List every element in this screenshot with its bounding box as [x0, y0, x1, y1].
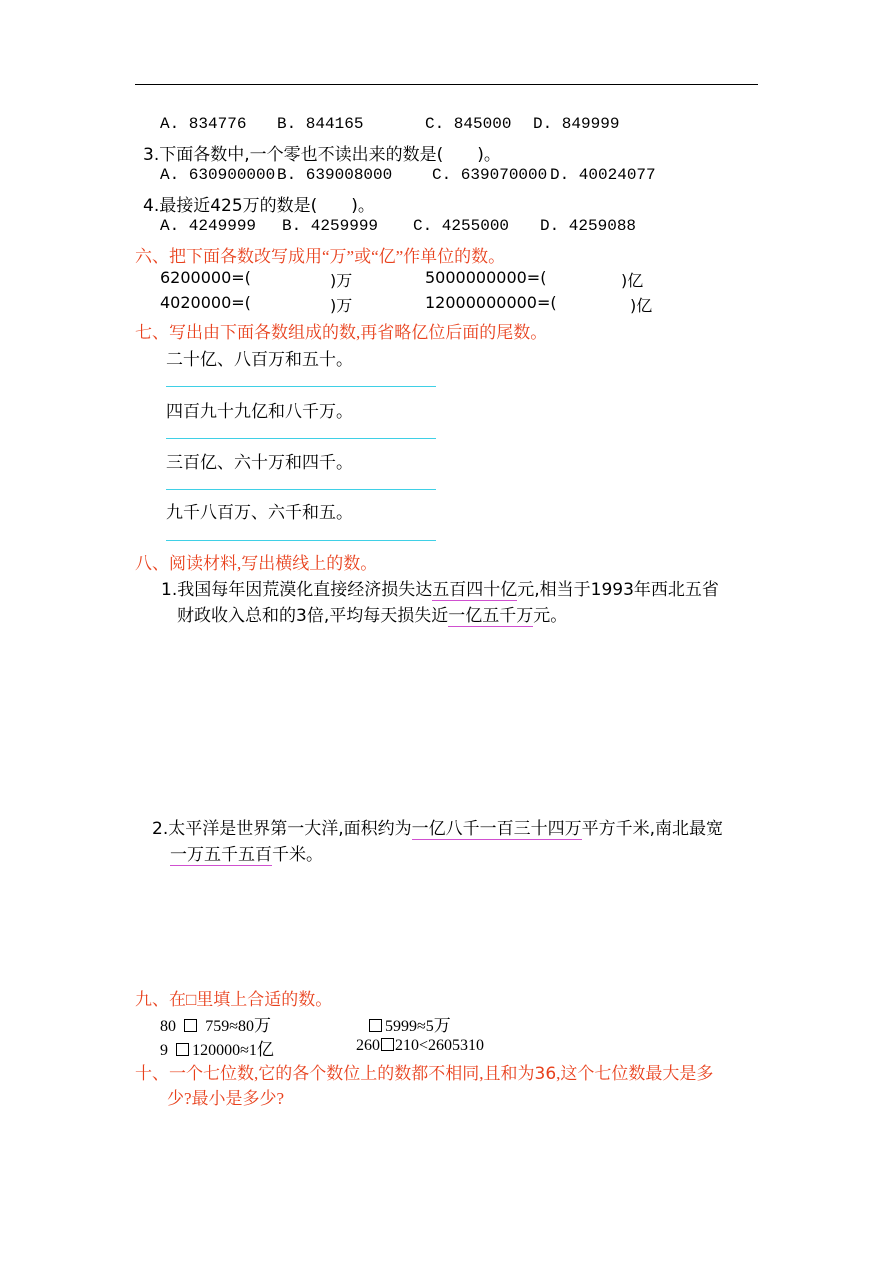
sec6-item2-right: )亿	[621, 271, 644, 290]
sec8-paragraph-2-line-2	[170, 840, 323, 865]
q2-option-d: D. 849999	[533, 115, 620, 133]
sec8-paragraph-1-line-1	[161, 575, 719, 600]
sec7-item-4: 九千八百万、六千和五。	[166, 503, 353, 523]
blank-box-3[interactable]	[176, 1043, 189, 1056]
p2-text-a: 2.太平洋是世界第一大洋,面积约为	[152, 819, 412, 839]
q4-option-d: D. 4259088	[540, 217, 637, 235]
q3-option-c: C. 639070000	[432, 166, 548, 184]
p1-text-d: 元。	[533, 606, 568, 626]
section-10-line-2: 少?最小是多少?	[167, 1089, 285, 1108]
sec6-item3-left: 4020000=(	[160, 293, 251, 312]
q2-option-c: C. 845000	[425, 115, 512, 133]
sec7-item-1: 二十亿、八百万和五十。	[166, 350, 353, 370]
r2a-post: 120000≈1	[192, 1042, 257, 1059]
p1-text-b: 元,相当于1993年西北五省	[517, 580, 719, 600]
r2b-pre: 260	[356, 1037, 380, 1054]
section-9-title: 九、在□里填上合适的数。	[135, 990, 333, 1009]
p1-text-c: 财政收入总和的3倍,平均每天损失近	[177, 606, 449, 626]
sec10-text-a: 十、一个七位数,它的各个数位上的数都不相同,且和为	[135, 1064, 535, 1083]
sec10-text-b: ,这个七位数最大是多	[556, 1064, 714, 1083]
sec6-item3-right: )万	[330, 296, 353, 315]
p1-underlined-1: 五百四十亿	[432, 580, 518, 600]
p1-underlined-2: 一亿五千万	[448, 606, 534, 626]
q4-option-c: C. 4255000	[413, 217, 510, 235]
blank-box-2[interactable]	[369, 1019, 382, 1032]
sec8-paragraph-2-line-1	[152, 814, 723, 839]
section-8-title: 八、阅读材料,写出横线上的数。	[135, 554, 378, 573]
answer-line-2	[166, 438, 436, 439]
r1b-unit: 万	[433, 1016, 451, 1036]
answer-line-3	[166, 489, 436, 490]
blank-box-1[interactable]	[184, 1019, 197, 1032]
sec9-row2-item2	[356, 1035, 484, 1055]
r2b-post: 210<2605310	[395, 1037, 485, 1054]
q4-option-b: B. 4259999	[282, 217, 379, 235]
header-rule	[135, 84, 758, 85]
section-7-title: 七、写出由下面各数组成的数,再省略亿位后面的尾数。	[135, 323, 548, 342]
sec6-item2-left: 5000000000=(	[425, 268, 547, 287]
sec9-row1-item2	[369, 1011, 451, 1036]
sec9-row1-item1	[160, 1011, 271, 1036]
r1b-post: 5999≈5	[385, 1018, 434, 1035]
answer-line-4	[166, 540, 436, 541]
sec9-row2-item1	[160, 1035, 274, 1060]
q4-stem: 4.最接近425万的数是( )。	[143, 196, 375, 216]
sec6-item4-right: )亿	[630, 296, 653, 315]
sec7-item-2: 四百九十九亿和八千万。	[166, 402, 353, 422]
q3-option-d: D. 40024077	[550, 166, 656, 184]
p2-underlined-2: 一万五千五百	[170, 845, 272, 865]
answer-line-1	[166, 386, 436, 387]
p1-text-a: 1.我国每年因荒漠化直接经济损失达	[161, 580, 433, 600]
q3-option-a: A. 630900000	[160, 166, 276, 184]
q4-option-a: A. 4249999	[160, 217, 257, 235]
section-10-line-1	[135, 1059, 713, 1084]
r2a-pre: 9	[160, 1042, 168, 1059]
sec6-item1-left: 6200000=(	[160, 268, 251, 287]
p2-text-c: 千米。	[272, 845, 323, 865]
p2-underlined-1: 一亿八千一百三十四万	[411, 819, 582, 839]
r1a-unit: 万	[253, 1016, 271, 1036]
r1a-post: 759≈80	[205, 1018, 254, 1035]
q3-option-b: B. 639008000	[277, 166, 393, 184]
p2-text-b: 平方千米,南北最宽	[581, 819, 724, 839]
r2a-unit: 亿	[256, 1040, 274, 1060]
r1a-pre: 80	[160, 1018, 176, 1035]
q2-option-a: A. 834776	[160, 115, 247, 133]
sec10-number: 36	[534, 1064, 557, 1084]
blank-box-4[interactable]	[381, 1038, 394, 1051]
section-6-title: 六、把下面各数改写成用“万”或“亿”作单位的数。	[135, 247, 506, 266]
sec6-item4-left: 12000000000=(	[425, 293, 557, 312]
sec8-paragraph-1-line-2	[177, 601, 567, 626]
q3-stem: 3.下面各数中,一个零也不读出来的数是( )。	[143, 145, 501, 165]
sec6-item1-right: )万	[330, 271, 353, 290]
q2-option-b: B. 844165	[277, 115, 364, 133]
sec7-item-3: 三百亿、六十万和四千。	[166, 453, 353, 473]
